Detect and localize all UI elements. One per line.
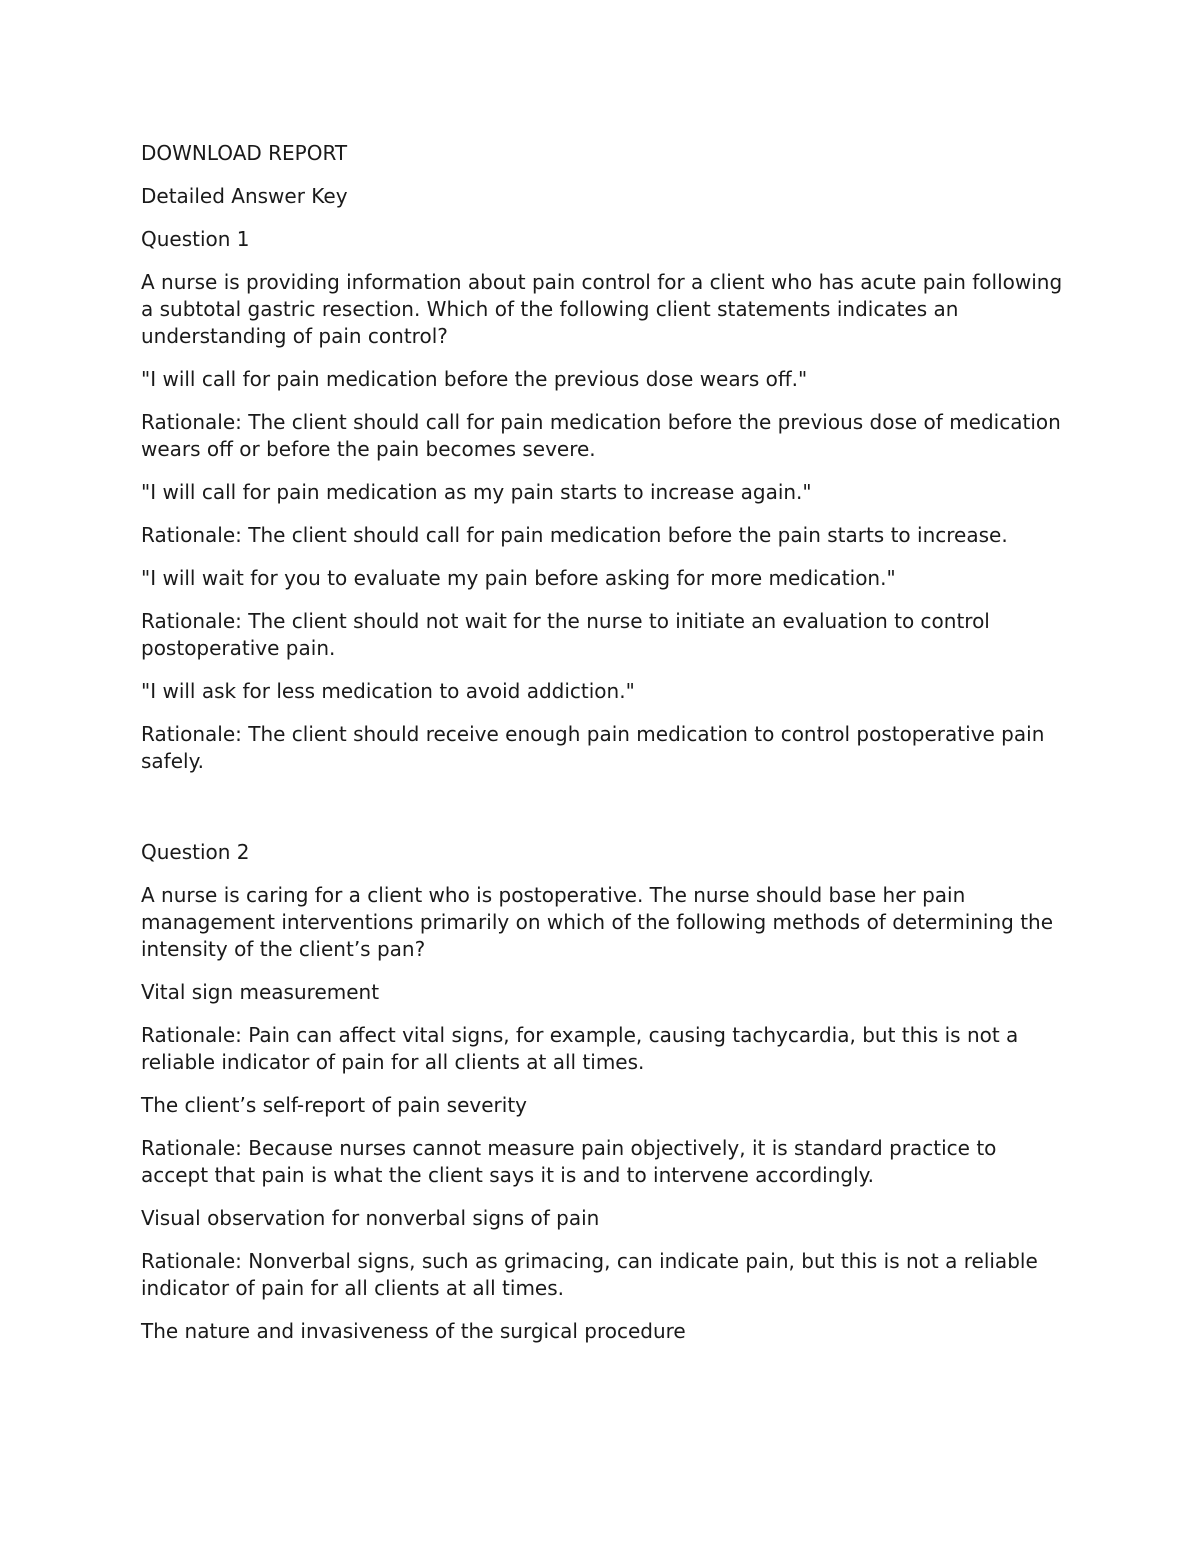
question-2-stem: A nurse is caring for a client who is postoperative. The nurse should base her pain management interventions primarily on which of the following methods of determining the intensity of the client’s pan? — [141, 883, 1054, 961]
q1-option-3: "I will wait for you to evaluate my pain before asking for more medication." — [141, 566, 896, 590]
q2-rationale-3: Rationale: Nonverbal signs, such as grimacing, can indicate pain, but this is not a reliable indicator of pain for all clients at all times. — [141, 1249, 1038, 1300]
q1-rationale-2: Rationale: The client should call for pain medication before the pain starts to increase. — [141, 523, 1008, 547]
question-1-title: Question 1 — [141, 227, 250, 251]
q1-option-4: "I will ask for less medication to avoid addiction." — [141, 679, 635, 703]
q2-rationale-1: Rationale: Pain can affect vital signs, for example, causing tachycardia, but this is not a reliable indicator of pain for all clients at all times. — [141, 1023, 1019, 1074]
q2-option-1: Vital sign measurement — [141, 980, 380, 1004]
report-header: DOWNLOAD REPORT — [141, 141, 348, 165]
q2-option-4: The nature and invasiveness of the surgical procedure — [141, 1319, 686, 1343]
q1-rationale-1: Rationale: The client should call for pain medication before the previous dose of medication wears off or before the pain becomes severe. — [141, 410, 1061, 461]
document-page — [141, 140, 1066, 1361]
question-1-stem: A nurse is providing information about pain control for a client who has acute pain following a subtotal gastric resection. Which of the following client statements indicates an understanding of pain control? — [141, 270, 1063, 348]
q2-option-2: The client’s self-report of pain severity — [141, 1093, 528, 1117]
q1-option-2: "I will call for pain medication as my pain starts to increase again." — [141, 480, 812, 504]
q2-option-3: Visual observation for nonverbal signs of pain — [141, 1206, 600, 1230]
question-2-title: Question 2 — [141, 840, 250, 864]
q1-option-1: "I will call for pain medication before the previous dose wears off." — [141, 367, 808, 391]
q1-rationale-3: Rationale: The client should not wait for the nurse to initiate an evaluation to control postoperative pain. — [141, 609, 990, 660]
answer-key-subtitle: Detailed Answer Key — [141, 184, 348, 208]
q2-rationale-2: Rationale: Because nurses cannot measure pain objectively, it is standard practice to accept that pain is what the client says it is and to intervene accordingly. — [141, 1136, 997, 1187]
q1-rationale-4: Rationale: The client should receive enough pain medication to control postoperative pain safely. — [141, 722, 1045, 773]
section-spacer — [141, 791, 1066, 839]
